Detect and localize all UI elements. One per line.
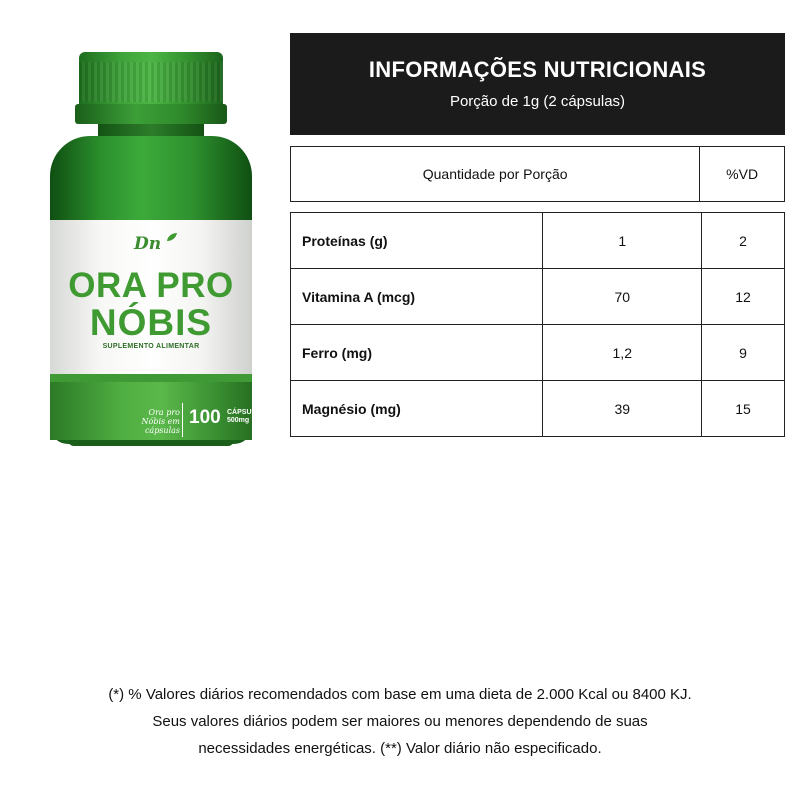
nutrition-table — [290, 212, 785, 437]
capsule-count-label — [227, 409, 266, 425]
nutrient-value: 1 — [543, 213, 702, 269]
nutrient-name: Ferro (mg) — [291, 325, 543, 381]
table-row — [291, 269, 785, 325]
nutrient-name: Vitamina A (mcg) — [291, 269, 543, 325]
nutrient-vd: 15 — [702, 381, 785, 437]
serving-size: Porção de 1g (2 cápsulas) — [449, 93, 626, 110]
nutrient-value: 70 — [543, 269, 702, 325]
product-side-text: Ora pro Nóbis em cápsulas — [141, 408, 180, 435]
product-name-line1: ORA PRO — [68, 266, 234, 305]
vd-header: %VD — [700, 147, 785, 202]
leaf-icon — [166, 232, 178, 242]
nutrition-title: INFORMAÇÕES NUTRICIONAIS — [368, 57, 707, 82]
nutrition-column-header — [290, 146, 785, 202]
table-row — [291, 213, 785, 269]
nutrient-name: Proteínas (g) — [291, 213, 543, 269]
table-row — [291, 325, 785, 381]
nutrient-vd: 9 — [702, 325, 785, 381]
nutrient-vd: 2 — [702, 213, 785, 269]
bottle-label-stripe — [50, 374, 252, 382]
nutrient-value: 1,2 — [543, 325, 702, 381]
bottle-cap — [79, 52, 223, 106]
footnote-line: Seus valores diários podem ser maiores ou menores dependendo de suas — [152, 713, 648, 730]
bottle-base — [68, 440, 234, 446]
capsule-count: 100 — [189, 407, 221, 428]
capsule-dose: 500mg — [227, 417, 250, 424]
nutrient-vd: 12 — [702, 269, 785, 325]
nutrient-value: 39 — [543, 381, 702, 437]
nutrition-header — [290, 33, 785, 135]
footnote — [20, 681, 780, 762]
footnote-line: necessidades energéticas. (**) Valor diário não especificado. — [198, 740, 602, 757]
product-bottle-image — [48, 48, 266, 448]
footnote-line: (*) % Valores diários recomendados com base em uma dieta de 2.000 Kcal ou 8400 KJ. — [108, 686, 692, 703]
capsule-count-box — [182, 403, 275, 437]
product-name-line2: NÓBIS — [89, 302, 213, 343]
bottle-cap-ring — [75, 104, 227, 124]
product-subtitle: SUPLEMENTO ALIMENTAR — [102, 343, 200, 350]
brand-logo: Dn — [134, 234, 162, 254]
quantity-header: Quantidade por Porção — [291, 147, 700, 202]
table-row — [291, 381, 785, 437]
nutrient-name: Magnésio (mg) — [291, 381, 543, 437]
capsule-label-text: CÁPSULAS — [227, 409, 266, 416]
